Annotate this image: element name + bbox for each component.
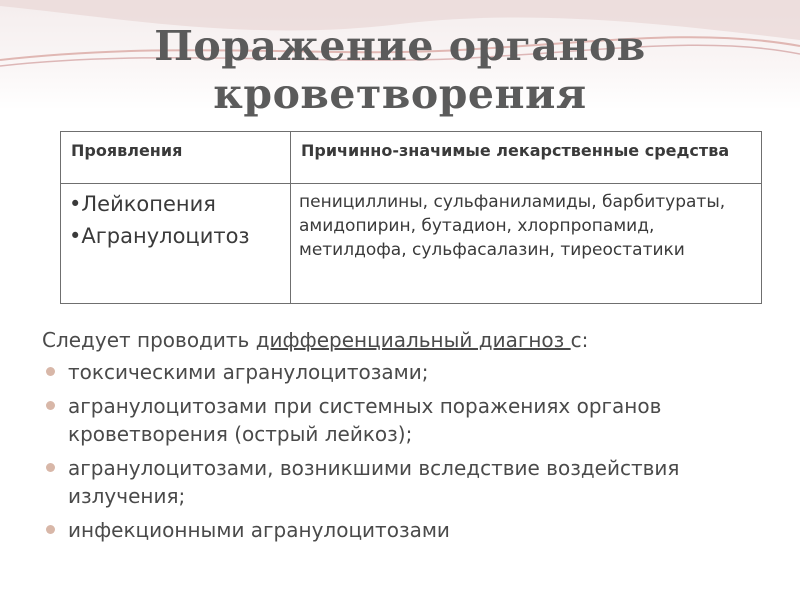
bullet-icon bbox=[46, 463, 55, 472]
bullet-list bbox=[42, 358, 772, 544]
list-item bbox=[42, 516, 772, 544]
intro-before: Следует проводить bbox=[42, 328, 256, 352]
bullet-icon bbox=[46, 367, 55, 376]
title-line-1: Поражение органов bbox=[154, 22, 646, 70]
intro-after: с: bbox=[570, 328, 589, 352]
bullet-icon bbox=[46, 401, 55, 410]
manifestations-cell bbox=[61, 184, 291, 304]
intro-line bbox=[42, 326, 772, 354]
manifestation-leukopenia: •Лейкопения bbox=[69, 192, 216, 216]
drug-table bbox=[60, 131, 762, 304]
table-row bbox=[61, 184, 762, 304]
title-line-2: кроветворения bbox=[213, 70, 587, 118]
intro-underlined: дифференциальный диагноз bbox=[255, 328, 571, 352]
table-header-row bbox=[61, 132, 762, 184]
list-item-text: агранулоцитозами, возникшими вследствие воздействия излучения; bbox=[68, 456, 680, 508]
slide-title bbox=[0, 22, 800, 118]
list-item-text: инфекционными агранулоцитозами bbox=[68, 518, 450, 542]
header-manifestations: Проявления bbox=[61, 132, 291, 184]
bullet-icon bbox=[46, 525, 55, 534]
list-item bbox=[42, 358, 772, 386]
header-agents: Причинно-значимые лекарственные средства bbox=[291, 132, 762, 184]
list-item-text: агранулоцитозами при системных поражениях органов кроветворения (острый лейкоз); bbox=[68, 394, 662, 446]
agents-cell: пенициллины, сульфаниламиды, барбитураты, амидопирин, бутадион, хлорпропамид, метилдофа, сульфасалазин, тиреостатики bbox=[291, 184, 762, 304]
list-item bbox=[42, 392, 772, 448]
list-item bbox=[42, 454, 772, 510]
list-item-text: токсическими агранулоцитозами; bbox=[68, 360, 429, 384]
differential-diagnosis-section bbox=[42, 326, 772, 550]
manifestation-agranulocytosis: •Агранулоцитоз bbox=[69, 224, 250, 248]
